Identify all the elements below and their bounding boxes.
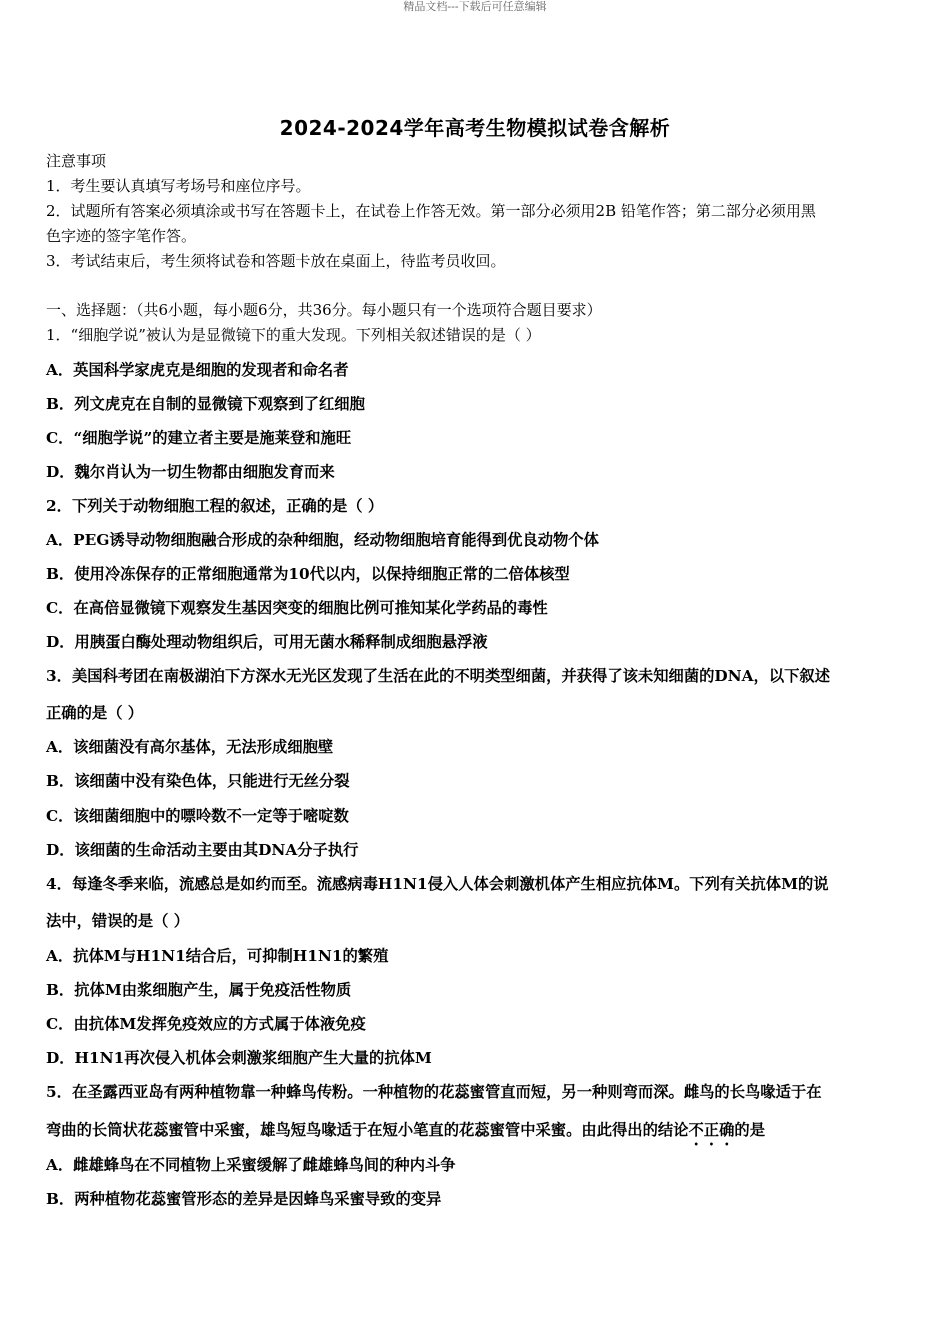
question-5-option-a: A．雌雄蜂鸟在不同植物上采蜜缓解了雌雄蜂鸟间的种内斗争 bbox=[46, 1156, 456, 1174]
question-4-option-b: B．抗体M由浆细胞产生，属于免疫活性物质 bbox=[46, 981, 352, 999]
page-title: 2024-2024学年高考生物模拟试卷含解析 bbox=[279, 116, 671, 140]
question-1-option-c: C．“细胞学说”的建立者主要是施莱登和施旺 bbox=[46, 429, 352, 447]
notice-item-1: 1．考生要认真填写考场号和座位序号。 bbox=[46, 177, 311, 195]
emphasis-not-correct: 不正确 bbox=[688, 1121, 735, 1139]
question-2-option-c: C．在高倍显微镜下观察发生基因突变的细胞比例可推知某化学药品的毒性 bbox=[46, 599, 548, 617]
question-3-stem: 3．美国科考团在南极湖泊下方深水无光区发现了生活在此的不明类型细菌，并获得了该未知细菌的DNA，以下叙述 bbox=[46, 667, 831, 685]
page-header: 精品文档---下载后可任意编辑 bbox=[403, 0, 547, 13]
question-2-stem: 2．下列关于动物细胞工程的叙述，正确的是（ ） bbox=[46, 497, 384, 515]
section-heading: 一、选择题：（共6小题，每小题6分，共36分。每小题只有一个选项符合题目要求） bbox=[46, 301, 602, 319]
question-5-stem-cont bbox=[46, 1120, 908, 1149]
notice-item-2-cont: 色字迹的签字笔作答。 bbox=[46, 227, 197, 245]
question-3-option-d: D．该细菌的生命活动主要由其DNA分子执行 bbox=[46, 841, 359, 859]
question-5-stem-end: 的是 bbox=[734, 1121, 765, 1139]
question-1-option-a: A．英国科学家虎克是细胞的发现者和命名者 bbox=[46, 361, 349, 379]
question-4-option-a: A．抗体M与H1N1结合后，可抑制H1N1的繁殖 bbox=[46, 947, 389, 965]
question-5-stem-text: 弯曲的长筒状花蕊蜜管中采蜜，雄鸟短鸟喙适于在短小笔直的花蕊蜜管中采蜜。由此得出的结论 bbox=[46, 1121, 689, 1139]
question-4-stem: 4．每逢冬季来临，流感总是如约而至。流感病毒H1N1侵入人体会刺激机体产生相应抗体M。下列有关抗体M的说 bbox=[46, 875, 829, 893]
notice-item-3: 3．考试结束后，考生须将试卷和答题卡放在桌面上，待监考员收回。 bbox=[46, 252, 506, 270]
question-3-option-a: A．该细菌没有高尔基体，无法形成细胞壁 bbox=[46, 738, 334, 756]
question-2-option-a: A．PEG诱导动物细胞融合形成的杂种细胞，经动物细胞培育能得到优良动物个体 bbox=[46, 531, 599, 549]
question-3-option-b: B．该细菌中没有染色体，只能进行无丝分裂 bbox=[46, 772, 350, 790]
question-3-option-c: C．该细菌细胞中的嘌呤数不一定等于嘧啶数 bbox=[46, 807, 349, 825]
question-3-stem-cont: 正确的是（ ） bbox=[46, 704, 144, 722]
question-5-stem: 5．在圣露西亚岛有两种植物靠一种蜂鸟传粉。一种植物的花蕊蜜管直而短，另一种则弯而深。雌鸟的长鸟喙适于在 bbox=[46, 1083, 822, 1101]
question-1-stem: 1．“细胞学说”被认为是显微镜下的重大发现。下列相关叙述错误的是（ ） bbox=[46, 326, 541, 344]
question-4-option-c: C．由抗体M发挥免疫效应的方式属于体液免疫 bbox=[46, 1015, 366, 1033]
question-1-option-d: D．魏尔肖认为一切生物都由细胞发育而来 bbox=[46, 463, 335, 481]
notice-item-2: 2．试题所有答案必须填涂或书写在答题卡上，在试卷上作答无效。第一部分必须用2B 铅笔作答；第二部分必须用黑 bbox=[46, 202, 816, 220]
question-4-option-d: D．H1N1再次侵入机体会刺激浆细胞产生大量的抗体M bbox=[46, 1049, 432, 1067]
question-4-stem-cont: 法中，错误的是（ ） bbox=[46, 912, 189, 930]
question-2-option-b: B．使用冷冻保存的正常细胞通常为10代以内，以保持细胞正常的二倍体核型 bbox=[46, 565, 570, 583]
question-1-option-b: B．列文虎克在自制的显微镜下观察到了红细胞 bbox=[46, 395, 365, 413]
question-5-option-b: B．两种植物花蕊蜜管形态的差异是因蜂鸟采蜜导致的变异 bbox=[46, 1190, 442, 1208]
notice-heading: 注意事项 bbox=[46, 152, 107, 170]
question-2-option-d: D．用胰蛋白酶处理动物组织后，可用无菌水稀释制成细胞悬浮液 bbox=[46, 633, 488, 651]
